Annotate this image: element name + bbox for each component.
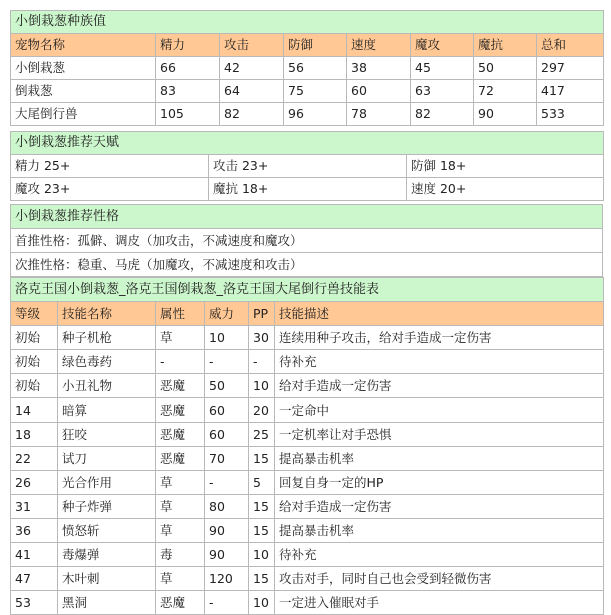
stats-cell: 倒栽葱 xyxy=(11,80,156,103)
skills-title-row xyxy=(11,278,604,302)
talent-cell: 魔攻 23+ xyxy=(11,178,209,201)
skill-cell: - xyxy=(156,350,205,374)
skill-row xyxy=(11,326,604,350)
skill-cell: 26 xyxy=(11,470,58,494)
skill-cell: 给对手造成一定伤害 xyxy=(275,494,604,518)
stats-row xyxy=(11,103,604,126)
talent-cell: 速度 20+ xyxy=(407,178,604,201)
skill-cell: 25 xyxy=(249,422,275,446)
skill-cell: 一定进入催眠对手 xyxy=(275,591,604,615)
talent-cell: 精力 25+ xyxy=(11,155,209,178)
skill-cell: 给对手造成一定伤害 xyxy=(275,374,604,398)
skill-cell: 30 xyxy=(249,326,275,350)
skill-cell: 恶魔 xyxy=(156,398,205,422)
stats-cell: 42 xyxy=(220,57,284,80)
skill-cell: 120 xyxy=(205,567,249,591)
skills-header-cell: 威力 xyxy=(205,302,249,326)
talent-cell: 防御 18+ xyxy=(407,155,604,178)
skill-cell: 狂咬 xyxy=(58,422,156,446)
skill-cell: 41 xyxy=(11,543,58,567)
skill-cell: 一定命中 xyxy=(275,398,604,422)
stats-cell: 64 xyxy=(220,80,284,103)
skill-cell: 22 xyxy=(11,446,58,470)
skill-row xyxy=(11,470,604,494)
skill-cell: 47 xyxy=(11,567,58,591)
talent-cell: 攻击 23+ xyxy=(209,155,407,178)
stats-cell: 60 xyxy=(347,80,411,103)
stats-cell: 105 xyxy=(156,103,220,126)
skill-cell: 60 xyxy=(205,422,249,446)
stats-cell: 66 xyxy=(156,57,220,80)
nature-title: 小倒栽葱推荐性格 xyxy=(11,205,603,229)
nature-title-row xyxy=(11,205,603,229)
stats-row xyxy=(11,80,604,103)
stats-cell: 38 xyxy=(347,57,411,80)
skill-cell: 恶魔 xyxy=(156,446,205,470)
skill-cell: 光合作用 xyxy=(58,470,156,494)
stats-cell: 417 xyxy=(537,80,604,103)
skill-cell: 连续用种子攻击，给对手造成一定伤害 xyxy=(275,326,604,350)
stats-header-cell: 宠物名称 xyxy=(11,34,156,57)
skill-cell: 90 xyxy=(205,543,249,567)
skill-cell: 36 xyxy=(11,518,58,542)
talent-cell: 魔抗 18+ xyxy=(209,178,407,201)
skill-row xyxy=(11,591,604,615)
skill-cell: 草 xyxy=(156,567,205,591)
skill-cell: 恶魔 xyxy=(156,591,205,615)
skill-cell: 提高暴击机率 xyxy=(275,446,604,470)
nature-line: 首推性格：孤僻、调皮（加攻击，不减速度和魔攻） xyxy=(11,229,603,253)
stats-title: 小倒栽葱种族值 xyxy=(11,11,604,34)
stats-cell: 533 xyxy=(537,103,604,126)
skills-header-cell: 属性 xyxy=(156,302,205,326)
skill-cell: 10 xyxy=(249,374,275,398)
stats-cell: 83 xyxy=(156,80,220,103)
stats-cell: 82 xyxy=(411,103,474,126)
talent-row xyxy=(11,178,604,201)
skill-cell: 90 xyxy=(205,518,249,542)
skill-cell: 待补充 xyxy=(275,543,604,567)
skill-cell: 黑洞 xyxy=(58,591,156,615)
stats-header-cell: 速度 xyxy=(347,34,411,57)
talent-title-row xyxy=(11,132,604,155)
skill-cell: 绿色毒药 xyxy=(58,350,156,374)
skill-cell: - xyxy=(205,350,249,374)
skills-table xyxy=(10,277,604,615)
stats-cell: 50 xyxy=(474,57,537,80)
skill-cell: 31 xyxy=(11,494,58,518)
skill-cell: 53 xyxy=(11,591,58,615)
skill-cell: 10 xyxy=(249,543,275,567)
skill-cell: 70 xyxy=(205,446,249,470)
skill-cell: 毒爆弹 xyxy=(58,543,156,567)
stats-header-cell: 魔抗 xyxy=(474,34,537,57)
nature-line: 次推性格：稳重、马虎（加魔攻，不减速度和攻击） xyxy=(11,253,603,277)
skill-row xyxy=(11,567,604,591)
skill-cell: 提高暴击机率 xyxy=(275,518,604,542)
skills-header-cell: 等级 xyxy=(11,302,58,326)
skill-cell: 愤怒斩 xyxy=(58,518,156,542)
nature-row xyxy=(11,253,603,277)
skill-row xyxy=(11,518,604,542)
skill-row xyxy=(11,398,604,422)
skills-header-cell: 技能描述 xyxy=(275,302,604,326)
stats-cell: 63 xyxy=(411,80,474,103)
skill-row xyxy=(11,446,604,470)
skill-cell: 50 xyxy=(205,374,249,398)
skill-cell: 木叶刺 xyxy=(58,567,156,591)
skill-cell: 种子机枪 xyxy=(58,326,156,350)
skill-cell: 10 xyxy=(205,326,249,350)
skill-cell: 小丑礼物 xyxy=(58,374,156,398)
skill-cell: 草 xyxy=(156,494,205,518)
stats-header-cell: 防御 xyxy=(284,34,347,57)
skill-row xyxy=(11,422,604,446)
skill-cell: - xyxy=(205,591,249,615)
stats-cell: 45 xyxy=(411,57,474,80)
skill-cell: 20 xyxy=(249,398,275,422)
skill-cell: 初始 xyxy=(11,326,58,350)
skill-cell: 毒 xyxy=(156,543,205,567)
talent-title: 小倒栽葱推荐天赋 xyxy=(11,132,604,155)
skill-cell: 待补充 xyxy=(275,350,604,374)
skill-row xyxy=(11,543,604,567)
skill-cell: - xyxy=(249,350,275,374)
skill-cell: 15 xyxy=(249,494,275,518)
stats-cell: 56 xyxy=(284,57,347,80)
skills-header-row xyxy=(11,302,604,326)
skill-cell: 10 xyxy=(249,591,275,615)
stats-row xyxy=(11,57,604,80)
stats-header-cell: 总和 xyxy=(537,34,604,57)
stats-cell: 78 xyxy=(347,103,411,126)
talent-table xyxy=(10,131,604,201)
skill-cell: 14 xyxy=(11,398,58,422)
stats-cell: 75 xyxy=(284,80,347,103)
skill-cell: 60 xyxy=(205,398,249,422)
skill-cell: 种子炸弹 xyxy=(58,494,156,518)
skill-cell: 初始 xyxy=(11,350,58,374)
skill-cell: 15 xyxy=(249,567,275,591)
stats-header-cell: 精力 xyxy=(156,34,220,57)
stats-cell: 82 xyxy=(220,103,284,126)
skill-cell: 15 xyxy=(249,518,275,542)
skill-cell: 回复自身一定的HP xyxy=(275,470,604,494)
stats-cell: 90 xyxy=(474,103,537,126)
skills-header-cell: 技能名称 xyxy=(58,302,156,326)
nature-table xyxy=(10,204,603,277)
stats-table xyxy=(10,10,604,126)
skill-cell: 草 xyxy=(156,470,205,494)
skill-row xyxy=(11,374,604,398)
skill-cell: 一定机率让对手恐惧 xyxy=(275,422,604,446)
skills-title: 洛克王国小倒栽葱_洛克王国倒栽葱_洛克王国大尾倒行兽技能表 xyxy=(11,278,604,302)
skill-cell: 恶魔 xyxy=(156,422,205,446)
skill-cell: 草 xyxy=(156,326,205,350)
skill-cell: 80 xyxy=(205,494,249,518)
skill-cell: 攻击对手，同时自己也会受到轻微伤害 xyxy=(275,567,604,591)
nature-row xyxy=(11,229,603,253)
skill-cell: 暗算 xyxy=(58,398,156,422)
skill-row xyxy=(11,350,604,374)
stats-title-row xyxy=(11,11,604,34)
skill-cell: 18 xyxy=(11,422,58,446)
stats-header-cell: 攻击 xyxy=(220,34,284,57)
skill-cell: 草 xyxy=(156,518,205,542)
skill-cell: 初始 xyxy=(11,374,58,398)
skill-cell: - xyxy=(205,470,249,494)
stats-cell: 72 xyxy=(474,80,537,103)
stats-cell: 大尾倒行兽 xyxy=(11,103,156,126)
stats-header-row xyxy=(11,34,604,57)
skill-cell: 试刀 xyxy=(58,446,156,470)
stats-cell: 小倒栽葱 xyxy=(11,57,156,80)
skills-header-cell: PP xyxy=(249,302,275,326)
stats-cell: 96 xyxy=(284,103,347,126)
stats-header-cell: 魔攻 xyxy=(411,34,474,57)
skill-cell: 15 xyxy=(249,446,275,470)
skill-cell: 恶魔 xyxy=(156,374,205,398)
talent-row xyxy=(11,155,604,178)
skill-cell: 5 xyxy=(249,470,275,494)
skill-row xyxy=(11,494,604,518)
stats-cell: 297 xyxy=(537,57,604,80)
